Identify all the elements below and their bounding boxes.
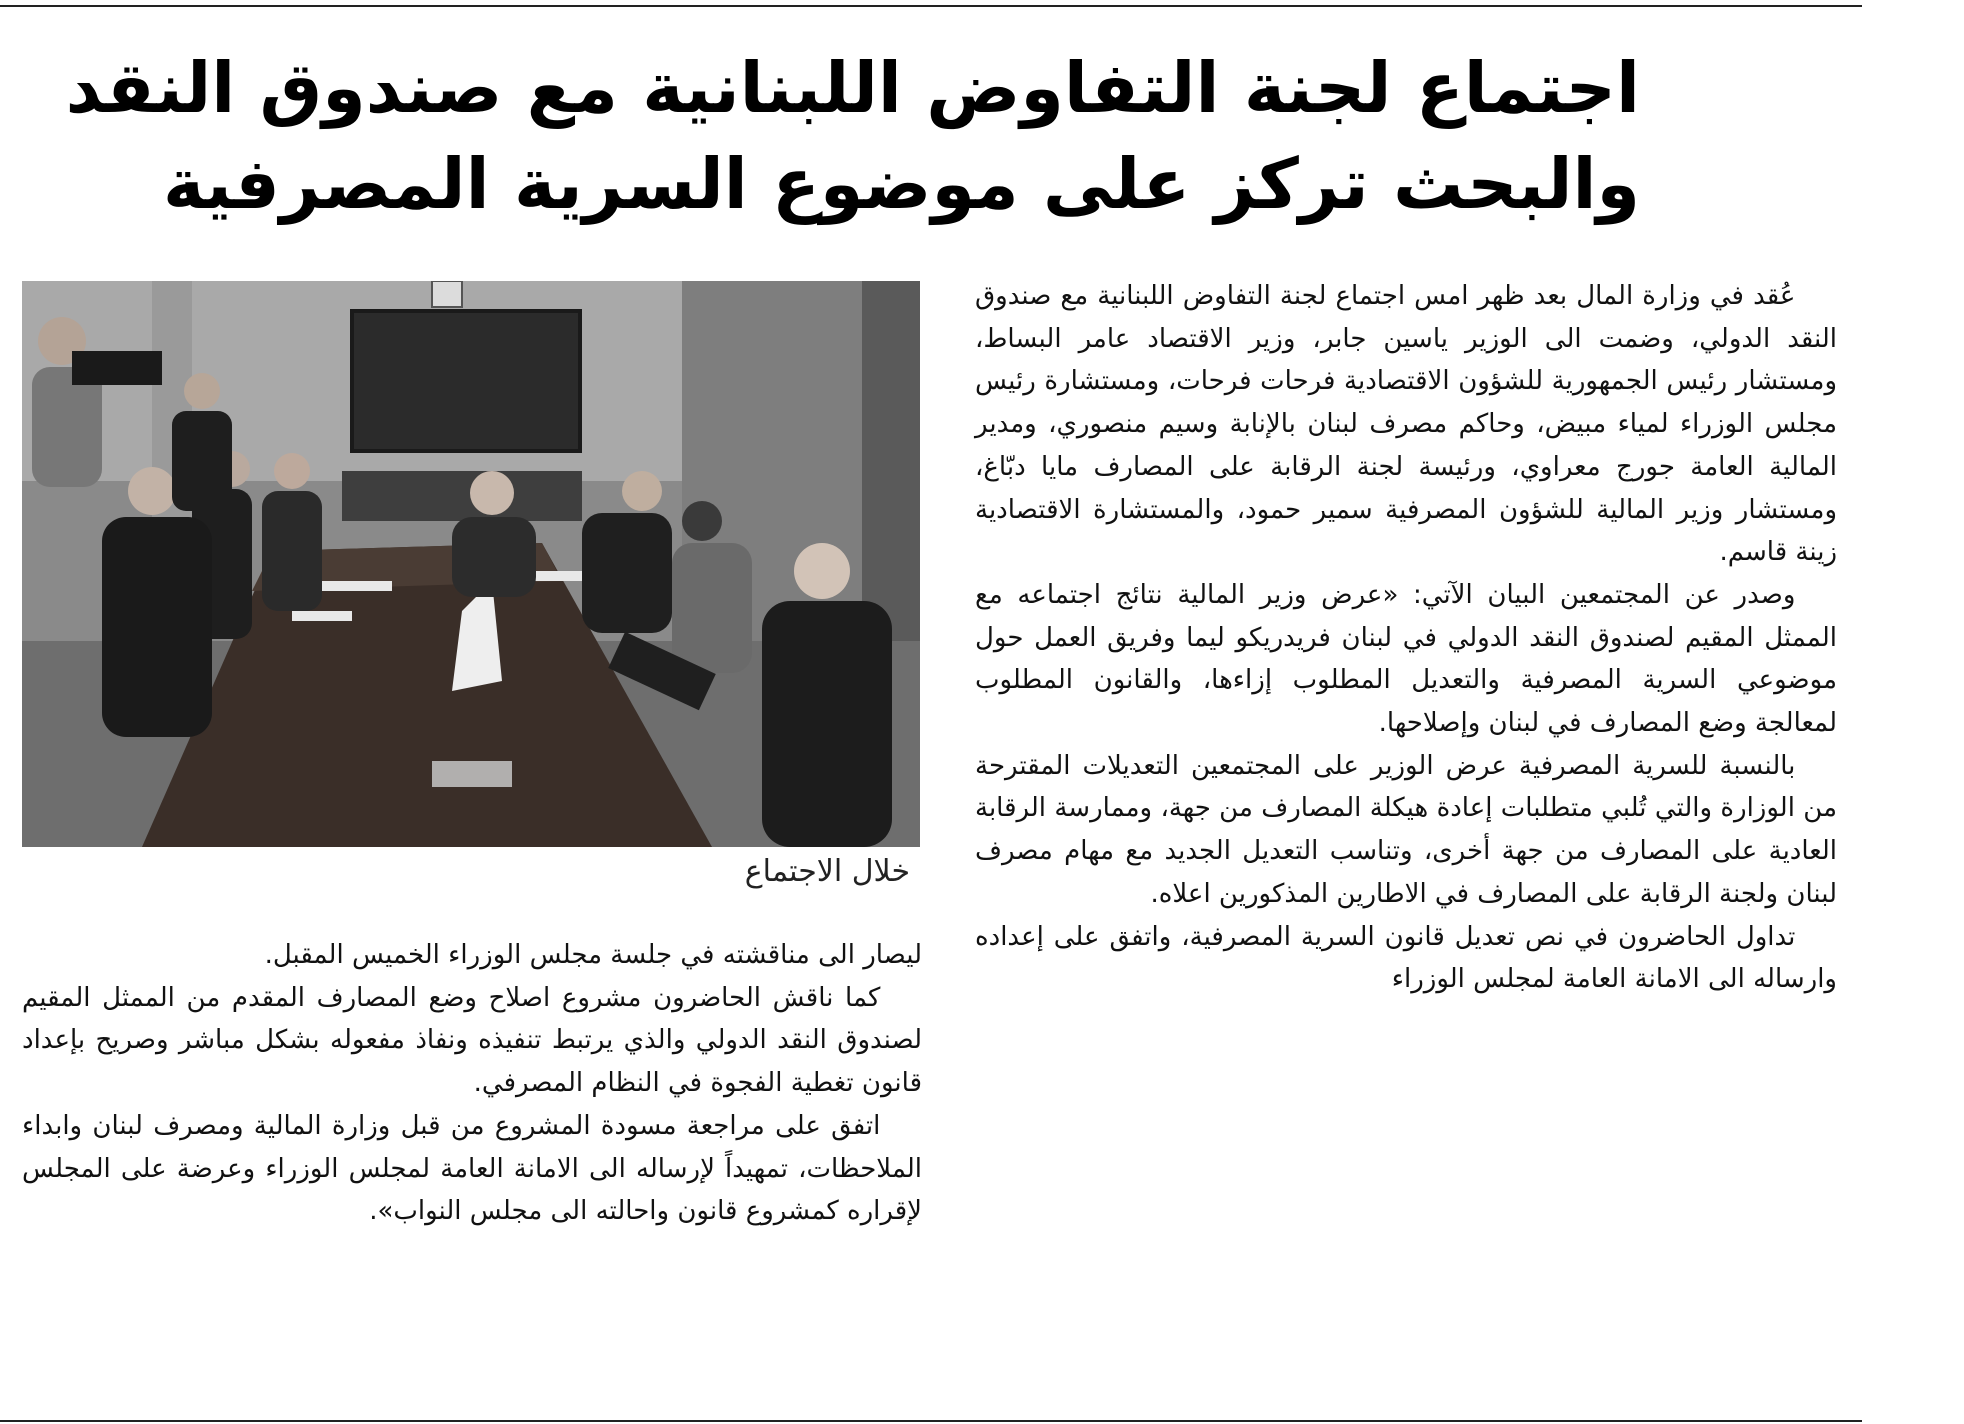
- top-rule: [0, 5, 1862, 7]
- headline: [65, 40, 1640, 232]
- paragraph-continuation: ليصار الى مناقشته في جلسة مجلس الوزراء الخميس المقبل.: [264, 940, 922, 970]
- paragraph-1: عُقد في وزارة المال بعد ظهر امس اجتماع لجنة التفاوض اللبنانية مع صندوق النقد الدولي، وضمت الى الوزير ياسين جابر، وزير الاقتصاد عامر البساط، ومستشار رئيس الجمهورية للشؤون الاقتصادية فرحات فرحات، ومستشارة رئيس مجلس الوزراء لمياء مبيض، وحاكم مصرف لبنان بالإنابة وسيم منصوري، ومدير المالية العامة جورج معراوي، ورئيسة لجنة الرقابة على المصارف مايا دبّاغ، ومستشار وزير المالية للشؤون المصرفية سمير حمود، والمستشارة الاقتصادية زينة قاسم.: [975, 281, 1837, 568]
- photo-caption: خلال الاجتماع: [744, 854, 910, 889]
- bottom-rule: [0, 1420, 1862, 1422]
- paragraph-3: بالنسبة للسرية المصرفية عرض الوزير على المجتمعين التعديلات المقترحة من الوزارة والتي تُلبي متطلبات إعادة هيكلة المصارف من جهة، وممارسة الرقابة العادية على المصارف من جهة أخرى، وتناسب التعديل الجديد مع مهام مصرف لبنان ولجنة الرقابة على المصارف في الاطارين المذكورين اعلاه.: [975, 750, 1837, 909]
- article-left-column: [22, 934, 922, 1233]
- paragraph-2: وصدر عن المجتمعين البيان الآتي: «عرض وزير المالية نتائج اجتماعه مع الممثل المقيم لصندوق النقد الدولي في لبنان فريدريكو ليما وفريق العمل حول موضوعي السرية المصرفية والتعديل المطلوب إزاءها، والقانون المطلوب لمعالجة وضع المصارف في لبنان وإصلاحها.: [975, 579, 1837, 739]
- article-right-column: [975, 275, 1837, 1001]
- paragraph-6: اتفق على مراجعة مسودة المشروع من قبل وزارة المالية ومصرف لبنان وابداء الملاحظات، تمهيداً لإرساله الى الامانة العامة لمجلس الوزراء وعرضة على المجلس لإقراره كمشروع قانون واحالته الى مجلس النواب».: [22, 1110, 922, 1227]
- meeting-photo: [22, 281, 920, 847]
- headline-line-2: والبحث تركز على موضوع السرية المصرفية: [162, 143, 1640, 225]
- headline-line-1: اجتماع لجنة التفاوض اللبنانية مع صندوق النقد: [65, 47, 1640, 129]
- paragraph-5: كما ناقش الحاضرون مشروع اصلاح وضع المصارف المقدم من الممثل المقيم لصندوق النقد الدولي والذي يرتبط تنفيذه ونفاذ مفعوله بشكل مباشر وصريح بإعداد قانون تغطية الفجوة في النظام المصرفي.: [22, 982, 922, 1099]
- paragraph-4: تداول الحاضرون في نص تعديل قانون السرية المصرفية، واتفق على إعداده وارساله الى الامانة العامة لمجلس الوزراء: [975, 921, 1837, 995]
